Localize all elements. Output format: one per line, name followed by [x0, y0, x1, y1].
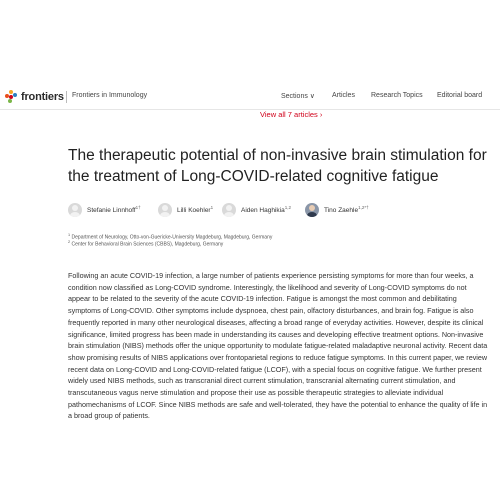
- avatar-icon: [68, 203, 82, 217]
- author-name: Stefanie Linnhoff$^{1\dagger}$: [87, 205, 141, 215]
- author-name: Tino Zaehle$^{1,2*\dagger}$: [324, 205, 369, 215]
- affiliation-line: $^1$ Department of Neurology, Otto-von-Guericke-University Magdeburg, Magdeburg, Germany: [68, 233, 273, 241]
- abstract-text: Following an acute COVID-19 infection, a large number of patients experience persisting symptoms for more than four weeks, a condition now classified as Long-COVID syndrome. Interestingly, the likelihood and severity of Long-COVID symptoms do not appear to be related to the severity of the acute COVID-19 infection. Fatigue is amongst the most common and debilitating symptoms of Long-COVID. Other symptoms include dyspnoea, chest pain, olfactory disturbances, and brain fog. Fatigue is also frequently reported in many other neurological diseases, affecting a broad range of everyday activities. However, despite its clinical significance, limited progress has been made in understanding its causes and developing effective treatment options. Non-invasive brain stimulation (NIBS) methods offer the unique opportunity to modulate fatigue-related maladaptive neuronal activity. Recent data show promising results of NIBS applications over frontoparietal regions to reduce fatigue symptoms. In this current paper, we review recent data on Long-COVID and Long-COVID-related fatigue (LCOF), with a special focus on cognitive fatigue. We further present widely used NIBS methods, such as transcranial direct current stimulation, transcranial alternating current stimulation, and transcutaneous vagus nerve stimulation and propose their use as possible therapeutic strategies to alleviate individual pathomechanisms of LCOF. Since NIBS methods are safe and well-tolerated, they have the potential to enhance the quality of life in a broad group of patients.: [68, 271, 488, 421]
- journal-name-link[interactable]: Frontiers in Immunology: [72, 92, 148, 99]
- affiliation-line: $^2$ Center for Behavioral Brain Sciences (CBBS), Magdeburg, Germany: [68, 240, 224, 248]
- frontiers-logo-icon: [5, 90, 18, 103]
- avatar-icon: [158, 203, 172, 217]
- author-photo: [305, 203, 319, 217]
- avatar-icon: [222, 203, 236, 217]
- author-name: Lilli Koehler$^1$: [177, 205, 214, 215]
- author-name: Aiden Haghikia$^{1,2}$: [241, 205, 291, 215]
- top-navigation-bar: [0, 86, 500, 108]
- view-all-articles-link[interactable]: View all 7 articles ›: [260, 110, 323, 119]
- header-divider: [66, 91, 67, 103]
- author-item[interactable]: [68, 203, 141, 217]
- author-item[interactable]: [222, 203, 291, 217]
- nav-research-topics[interactable]: Research Topics: [371, 92, 423, 99]
- nav-articles[interactable]: Articles: [332, 92, 355, 99]
- header-separator: [0, 109, 500, 110]
- author-item[interactable]: [158, 203, 213, 217]
- logo-text: frontiers: [21, 90, 64, 103]
- article-title: The therapeutic potential of non-invasive brain stimulation for the treatment of Long-COVID-related cognitive fatigue: [68, 147, 487, 185]
- nav-editorial-board[interactable]: Editorial board: [437, 92, 483, 99]
- author-list: [68, 203, 488, 221]
- frontiers-logo[interactable]: [5, 90, 64, 103]
- nav-sections[interactable]: Sections ∨: [281, 93, 315, 100]
- author-item[interactable]: [305, 203, 369, 217]
